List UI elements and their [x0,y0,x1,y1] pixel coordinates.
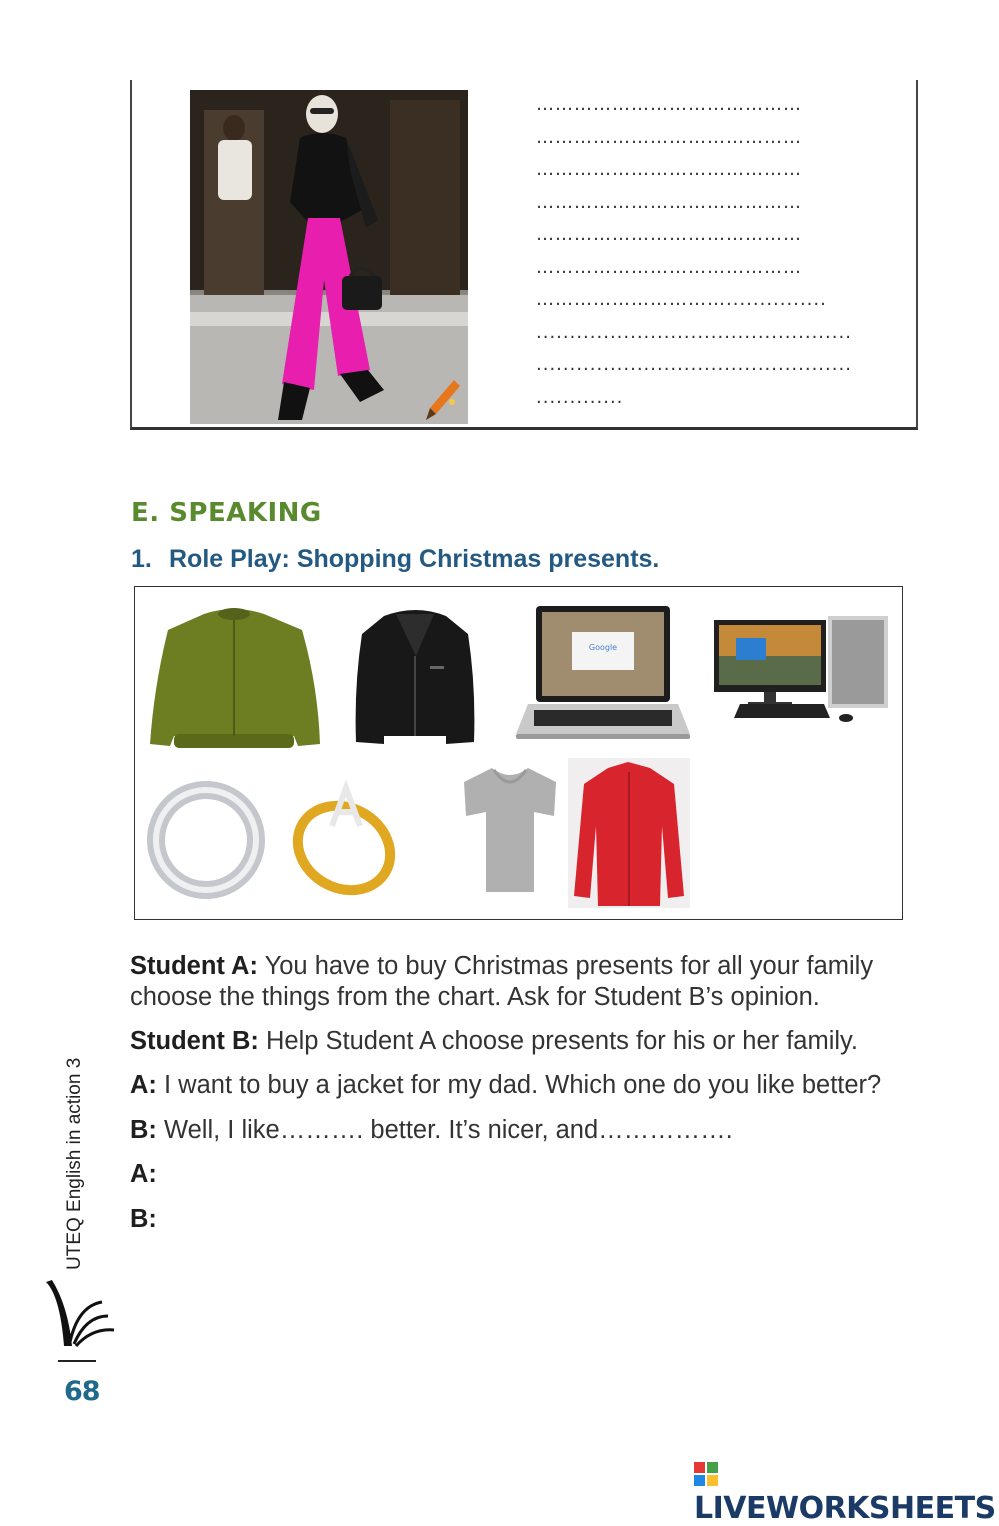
speaker-b-label: B: [130,1116,157,1144]
speaker-a-label: A: [130,1071,157,1099]
dialogue-b1-text: Well, I like………. better. It’s nicer, and……………. [156,1116,733,1144]
page-number-rule [58,1360,96,1362]
answer-line: …………………………………… [536,256,802,278]
gold-letter-ring-image [282,788,405,907]
black-leather-jacket-image [356,610,475,744]
student-b-instruction [130,1026,858,1057]
page-number: 68 [64,1376,100,1407]
answer-line: …………………………………… [536,126,802,148]
fashion-photo-illustration [190,90,468,424]
silver-ring-image [138,772,275,909]
answer-line: …………………………………… [536,191,802,213]
dialogue-line-b2[interactable] [130,1204,157,1235]
answer-line: …………………………............... [536,289,827,310]
speaker-b-label: B: [130,1205,157,1233]
fashion-photo [190,90,468,424]
answer-line: ............................................... [536,321,852,343]
book-logo-icon [42,1276,118,1350]
task-number: 1. [131,545,152,573]
speaker-a-label: A: [130,1160,157,1188]
student-b-text: Help Student A choose presents for his or her family. [258,1027,858,1055]
student-a-text-line1: You have to buy Christmas presents for all your family [257,952,874,980]
student-b-label: Student B: [130,1027,259,1055]
grey-tshirt-image [464,768,556,892]
dialogue-a1-text: I want to buy a jacket for my dad. Which one do you like better? [156,1071,882,1099]
answer-line: …………………………………… [536,224,802,245]
laptop-image [516,606,690,739]
answer-lines[interactable] [536,92,912,417]
presents-chart-illustration [134,586,903,920]
answer-line: ............. [536,386,624,408]
task-title-text: Role Play: Shopping Christmas presents. [169,545,660,573]
section-heading: E. SPEAKING [131,498,322,528]
desktop-computer-image [714,616,888,722]
watermark-text: LIVEWORKSHEETS [694,1491,996,1526]
dialogue-line-a1 [130,1070,881,1101]
red-shirt-image [568,758,690,908]
liveworksheets-logo-icon [694,1462,718,1486]
book-title-side: UTEQ English in action 3 [64,1057,85,1270]
student-a-label: Student A: [130,952,258,980]
liveworksheets-watermark [694,1456,999,1526]
student-a-instruction-line2: choose the things from the chart. Ask for Student B’s opinion. [130,983,820,1011]
svg-text:Google: Google [588,643,618,652]
answer-line: ............................................... [536,354,852,375]
dialogue-line-b1 [130,1115,733,1146]
green-jacket-image [150,608,320,748]
student-a-instruction [130,951,873,982]
answer-line: …………………………………… [536,159,802,180]
dialogue-line-a2[interactable] [130,1159,157,1190]
task-title [131,545,659,574]
answer-line: …………………………………… [536,94,802,115]
